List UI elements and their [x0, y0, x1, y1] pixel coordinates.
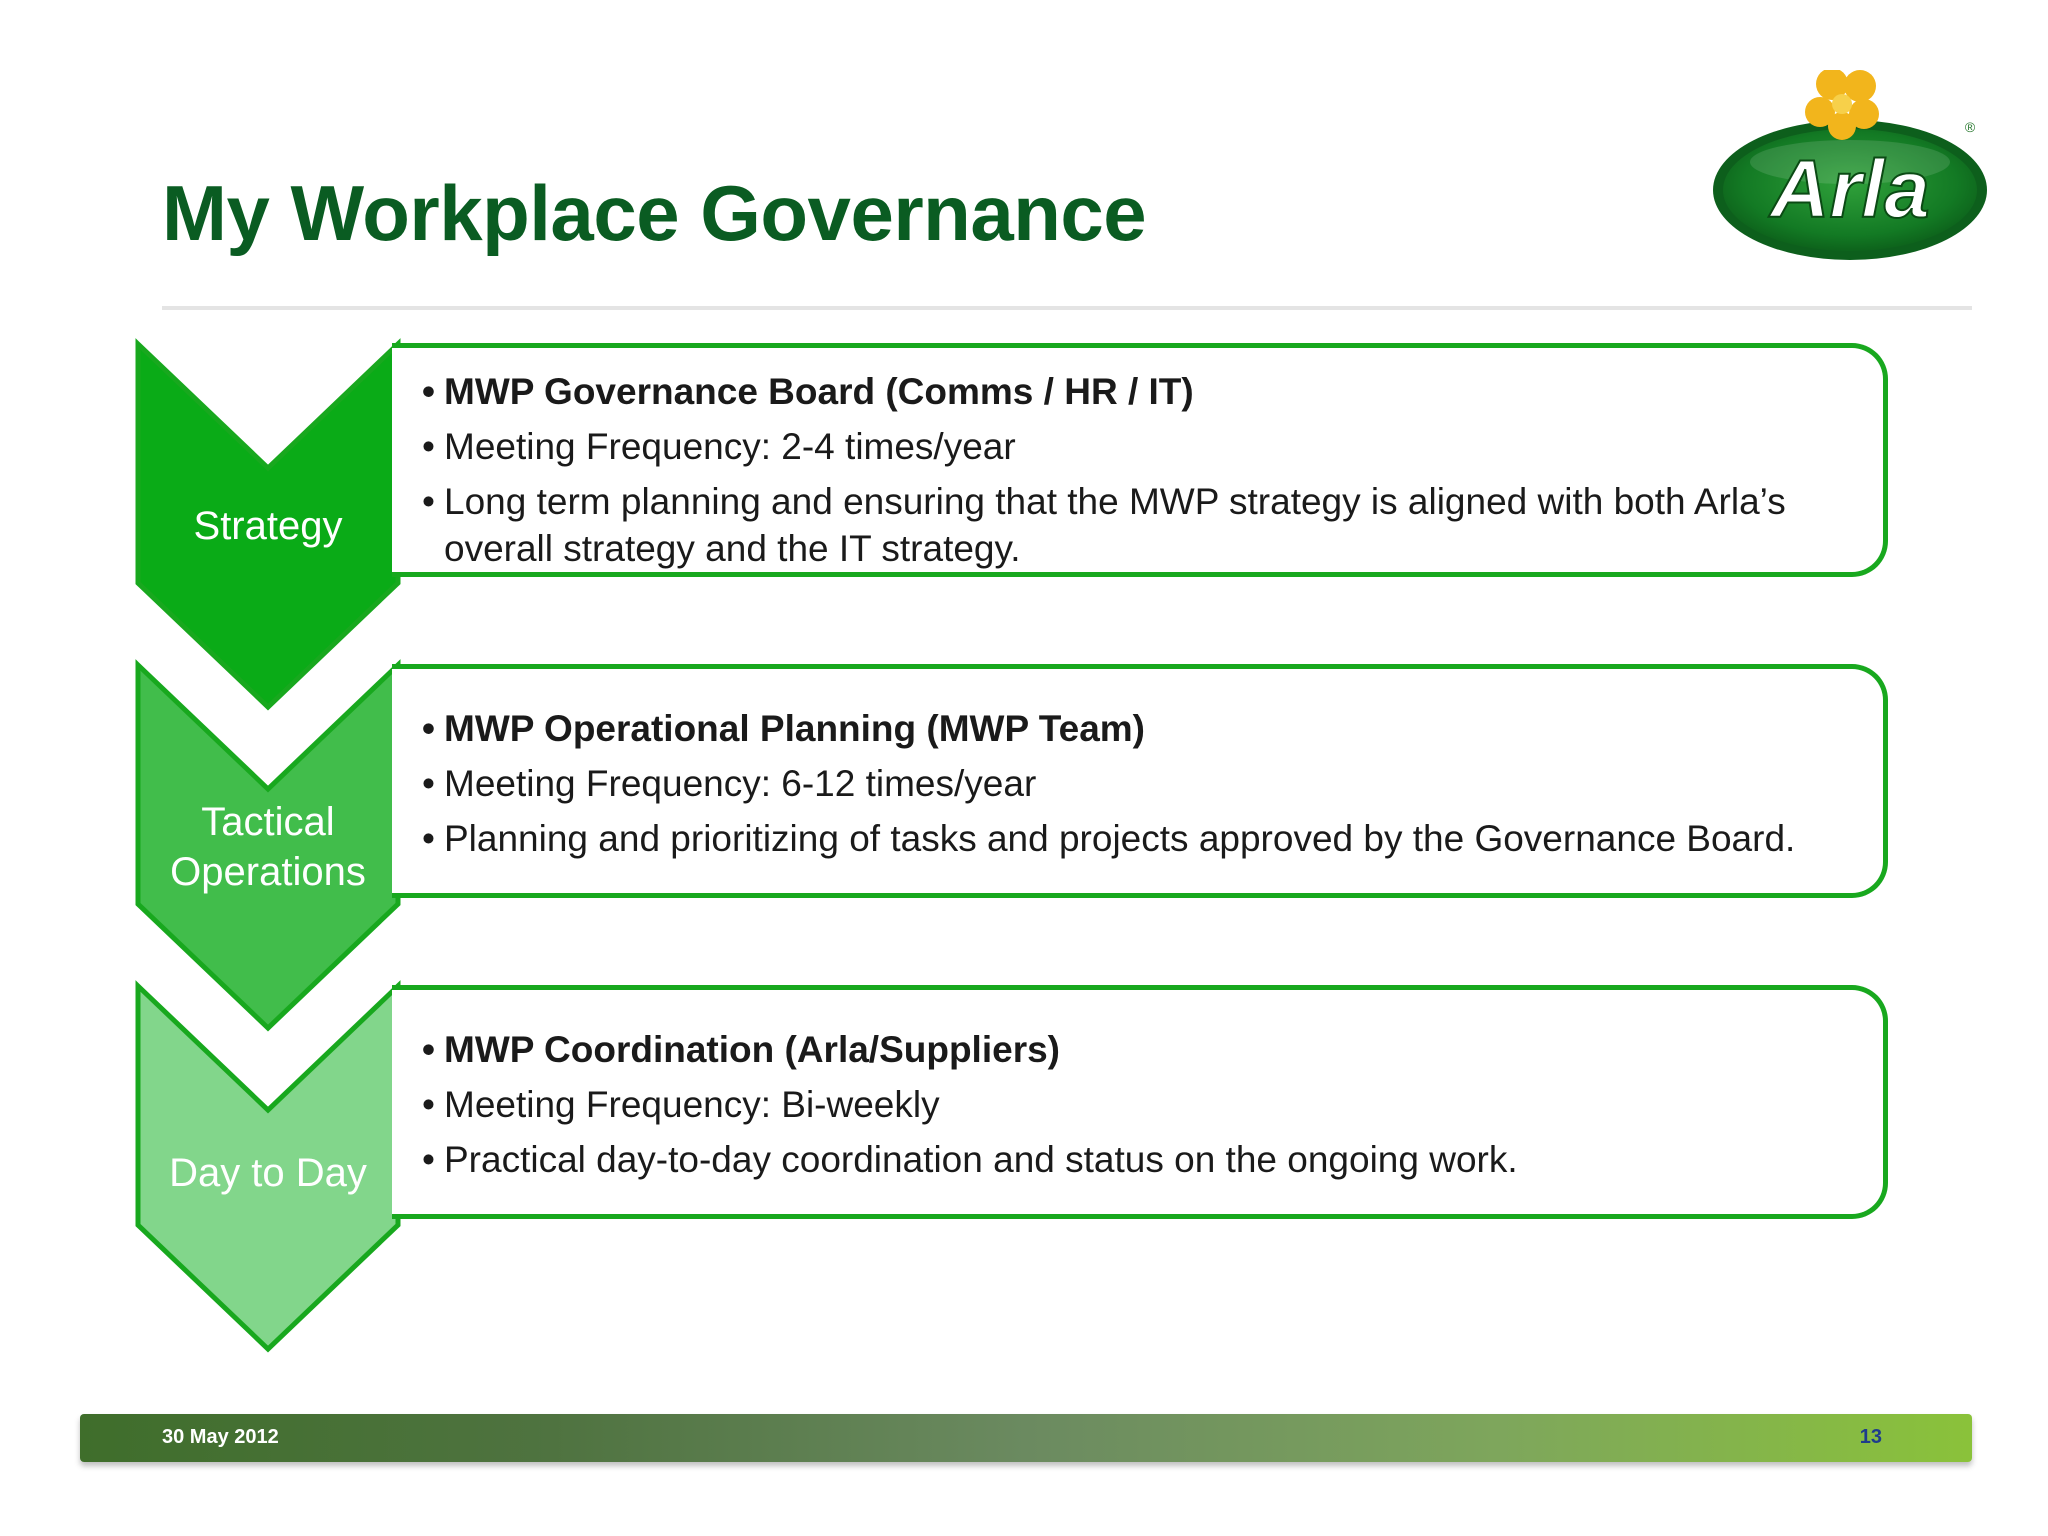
- footer-bar: [80, 1414, 1972, 1462]
- footer-date: 30 May 2012: [162, 1426, 279, 1448]
- title-divider: [162, 306, 1972, 310]
- level-label-strategy: Strategy: [193, 504, 343, 548]
- bullet-frequency: • Meeting Frequency: Bi-weekly: [422, 1081, 1873, 1128]
- panel-tactical-operations: [392, 664, 1888, 898]
- chevron-strategy: [135, 341, 401, 711]
- bullet-heading: • MWP Operational Planning (MWP Team): [422, 705, 1873, 752]
- bullet-description: • Long term planning and ensuring that the MWP strategy is aligned with both Arla’s overall strategy and the IT strategy.: [422, 478, 1873, 572]
- bullet-heading: • MWP Governance Board (Comms / HR / IT): [422, 368, 1873, 415]
- chevron-day-to-day: [135, 983, 401, 1353]
- level-label-tactical-operations: [135, 797, 401, 897]
- level-label-line1: Tactical: [201, 800, 335, 844]
- logo-brand-text: Arla: [1770, 144, 1930, 235]
- bullet-heading: • MWP Coordination (Arla/Suppliers): [422, 1026, 1873, 1073]
- level-label-line2: Operations: [170, 850, 366, 894]
- arla-logo: [1700, 70, 1990, 270]
- arla-flower-logo-icon: [1700, 70, 1990, 270]
- slide-title: My Workplace Governance: [162, 169, 1147, 257]
- level-label-day-to-day: Day to Day: [169, 1151, 367, 1195]
- bullet-list-day-to-day: [422, 1026, 1873, 1191]
- bullet-description: • Planning and prioritizing of tasks and projects approved by the Governance Board.: [422, 815, 1873, 862]
- bullet-frequency: • Meeting Frequency: 2-4 times/year: [422, 423, 1873, 470]
- bullet-frequency: • Meeting Frequency: 6-12 times/year: [422, 760, 1873, 807]
- bullet-description: • Practical day-to-day coordination and status on the ongoing work.: [422, 1136, 1873, 1183]
- chevron-tactical-operations: [135, 662, 401, 1032]
- panel-strategy: [392, 343, 1888, 577]
- bullet-list-strategy: [422, 368, 1873, 580]
- registered-mark: ®: [1964, 119, 1976, 135]
- panel-day-to-day: [392, 985, 1888, 1219]
- bullet-list-tactical: [422, 705, 1873, 870]
- page-number: 13: [1859, 1426, 1882, 1448]
